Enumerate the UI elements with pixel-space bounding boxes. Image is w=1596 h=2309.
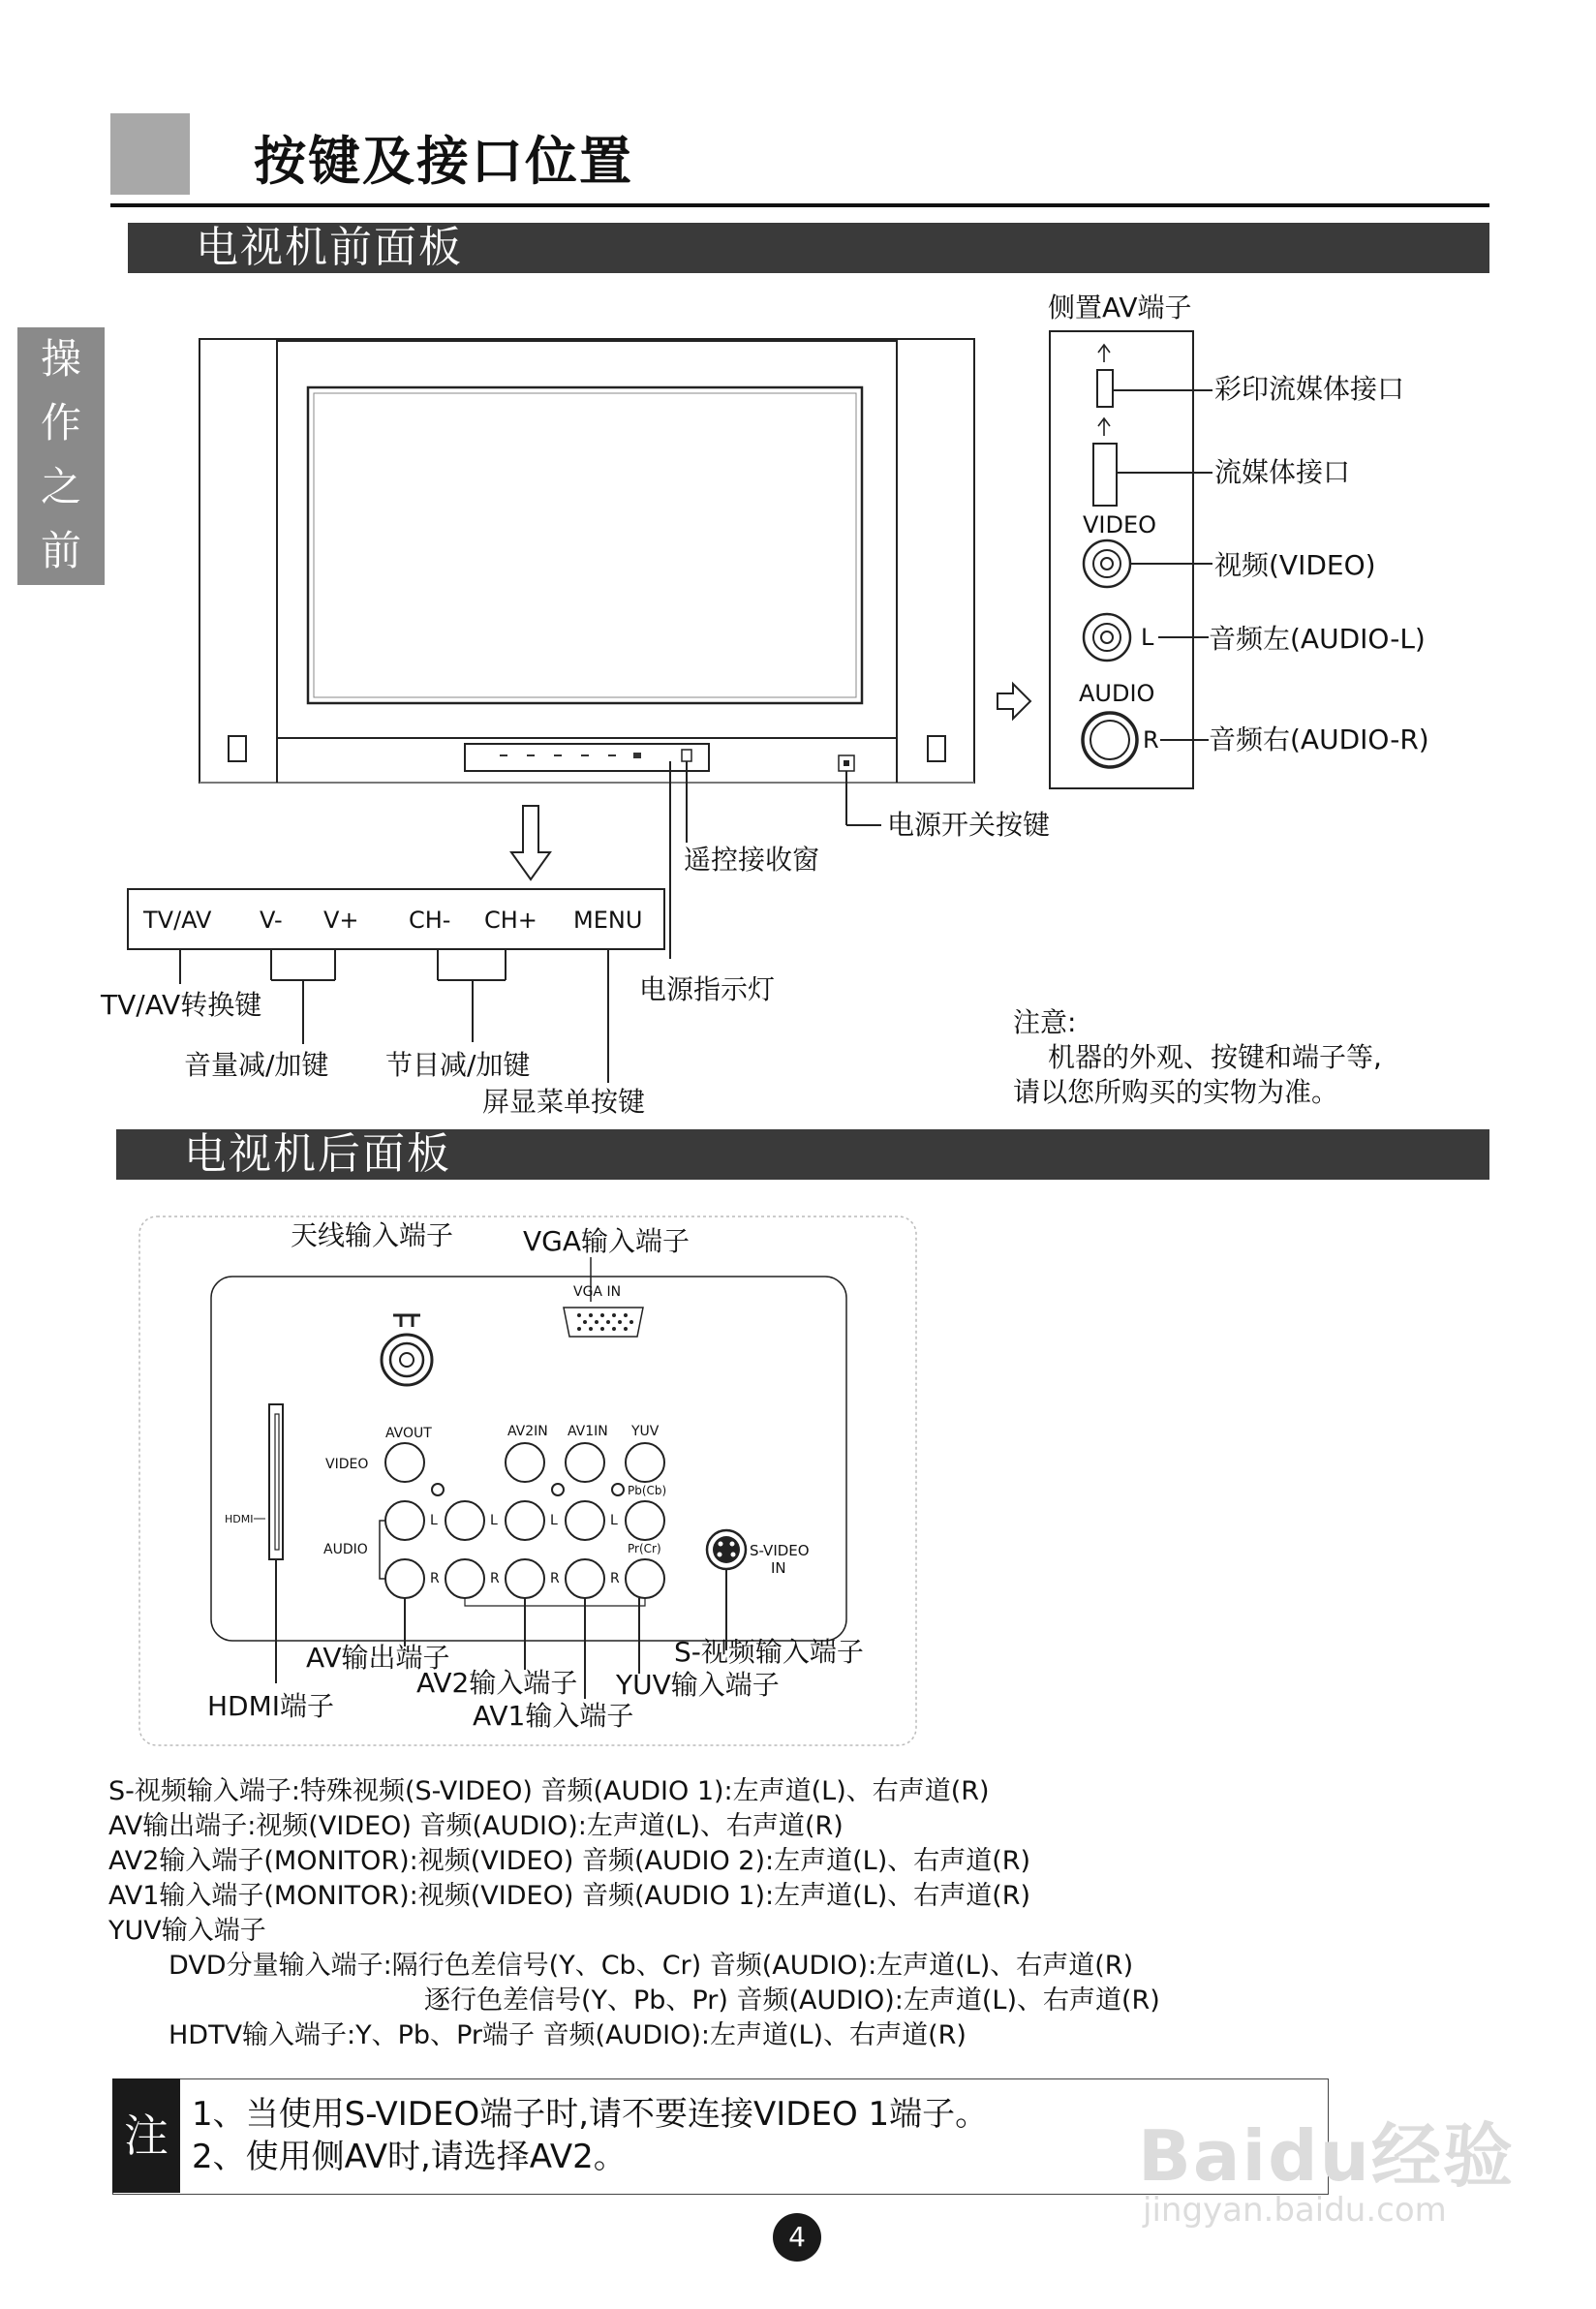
callout-yuv: YUV输入端子 bbox=[616, 1669, 780, 1701]
panel-vga-in: VGA IN bbox=[573, 1284, 622, 1300]
panel-hdmi: HDMI bbox=[225, 1513, 254, 1525]
speaker-left bbox=[229, 736, 246, 761]
down-arrow bbox=[511, 806, 550, 879]
button-ch-down: CH- bbox=[409, 907, 451, 934]
panel-avout: AVOUT bbox=[385, 1426, 432, 1441]
speaker-right bbox=[928, 736, 945, 761]
panel-av2in: AV2IN bbox=[507, 1424, 548, 1439]
avout-audio-l-jack bbox=[385, 1501, 424, 1540]
panel-yuv: YUV bbox=[631, 1424, 660, 1439]
panel-av1in: AV1IN bbox=[568, 1424, 608, 1439]
usb-icon bbox=[1098, 418, 1110, 436]
label-usb-media: 流媒体接口 bbox=[1214, 456, 1351, 488]
front-note-line: 机器的外观、按键和端子等, bbox=[1048, 1041, 1382, 1073]
tv-body bbox=[200, 339, 974, 783]
button-vol-down: V- bbox=[260, 907, 283, 934]
side-tab-char: 作 bbox=[40, 399, 81, 446]
spec-line: AV2输入端子(MONITOR):视频(VIDEO) 音频(AUDIO 2):左声道(L)、右声道(R) bbox=[108, 1846, 1031, 1876]
label-usb-print: 彩印流媒体接口 bbox=[1214, 373, 1405, 405]
callout-remote-window: 遥控接收窗 bbox=[684, 844, 820, 876]
remote-receiver bbox=[682, 750, 691, 761]
panel-pr: Pr(Cr) bbox=[628, 1542, 661, 1555]
panel-r: R bbox=[430, 1571, 440, 1586]
callout-power-led: 电源指示灯 bbox=[639, 973, 776, 1005]
side-tab-char: 操 bbox=[40, 335, 81, 383]
note-line: 2、使用侧AV时,请选择AV2。 bbox=[192, 2138, 627, 2176]
button-ch-up: CH+ bbox=[484, 907, 537, 934]
spec-line: 逐行色差信号(Y、Pb、Pr) 音频(AUDIO):左声道(L)、右声道(R) bbox=[424, 1986, 1160, 2016]
panel-r: R bbox=[610, 1571, 620, 1586]
spec-line: DVD分量输入端子:隔行色差信号(Y、Cb、Cr) 音频(AUDIO):左声道(L)、右声道(R) bbox=[169, 1951, 1134, 1981]
panel-l: L bbox=[550, 1513, 558, 1528]
usb-port-2 bbox=[1093, 444, 1117, 506]
panel-r: R bbox=[490, 1571, 500, 1586]
section-front-title: 电视机前面板 bbox=[128, 223, 1489, 273]
panel-l: L bbox=[430, 1513, 438, 1528]
front-note-title: 注意: bbox=[1013, 1006, 1077, 1038]
panel-r: R bbox=[550, 1571, 560, 1586]
av1-video-jack bbox=[566, 1443, 604, 1482]
callout-av2: AV2输入端子 bbox=[416, 1667, 578, 1699]
panel-audio: AUDIO bbox=[323, 1542, 368, 1557]
callout-menu-key: 屏显菜单按键 bbox=[482, 1086, 646, 1118]
button-vol-up: V+ bbox=[323, 907, 359, 934]
port-text-video: VIDEO bbox=[1083, 511, 1157, 539]
video-jack bbox=[1084, 540, 1130, 587]
spec-line: YUV输入端子 bbox=[108, 1916, 266, 1946]
callout-antenna: 天线输入端子 bbox=[291, 1219, 454, 1251]
tv-bezel bbox=[277, 341, 897, 738]
callout-power-switch: 电源开关按键 bbox=[887, 809, 1051, 841]
av1-audio-l-jack bbox=[566, 1501, 604, 1540]
port-text-r: R bbox=[1143, 726, 1159, 754]
note-badge: 注 bbox=[112, 2078, 180, 2193]
callout-svideo: S-视频输入端子 bbox=[674, 1636, 864, 1668]
av2-audio-r-jack bbox=[445, 1559, 484, 1598]
panel-video: VIDEO bbox=[325, 1457, 369, 1472]
yuv-pr-jack bbox=[626, 1559, 664, 1598]
button-tvav: TV/AV bbox=[143, 907, 212, 934]
callout-av1: AV1输入端子 bbox=[473, 1700, 634, 1732]
side-av-panel bbox=[1050, 331, 1193, 788]
side-tab-char: 前 bbox=[40, 527, 81, 574]
spec-line: AV输出端子:视频(VIDEO) 音频(AUDIO):左声道(L)、右声道(R) bbox=[108, 1811, 844, 1841]
callout-volume-key: 音量减/加键 bbox=[184, 1049, 329, 1081]
av2-audio-l-jack bbox=[445, 1501, 484, 1540]
panel-svideo: S-VIDEO bbox=[750, 1542, 810, 1559]
callout-tvav-key: TV/AV转换键 bbox=[101, 989, 262, 1021]
av2-video-jack bbox=[506, 1443, 544, 1482]
panel-l: L bbox=[490, 1513, 498, 1528]
front-note-line: 请以您所购买的实物为准。 bbox=[1013, 1076, 1339, 1108]
antenna-icon bbox=[393, 1315, 420, 1327]
side-av-title: 侧置AV端子 bbox=[1048, 292, 1192, 323]
port-text-audio: AUDIO bbox=[1079, 680, 1155, 707]
spec-line: AV1输入端子(MONITOR):视频(VIDEO) 音频(AUDIO 1):左声道(L)、右声道(R) bbox=[108, 1881, 1031, 1911]
audio-l-jack bbox=[1084, 614, 1130, 661]
tv-screen-inner bbox=[314, 393, 856, 697]
right-arrow bbox=[998, 684, 1030, 719]
hdmi-port bbox=[269, 1404, 283, 1559]
av1-audio-r-jack bbox=[566, 1559, 604, 1598]
page-number: 4 bbox=[773, 2213, 821, 2262]
tv-screen bbox=[308, 387, 862, 703]
page-title: 按键及接口位置 bbox=[254, 131, 633, 192]
avout-audio-r-jack bbox=[385, 1559, 424, 1598]
panel-svideo-in: IN bbox=[771, 1559, 786, 1577]
callout-channel-key: 节目减/加键 bbox=[385, 1049, 531, 1081]
button-menu: MENU bbox=[573, 907, 643, 934]
section-rear-title: 电视机后面板 bbox=[116, 1129, 1489, 1180]
spec-line: HDTV输入端子:Y、Pb、Pr端子 音频(AUDIO):左声道(L)、右声道(R) bbox=[169, 2020, 967, 2050]
usb-icon bbox=[1098, 345, 1110, 362]
control-strip-keys bbox=[500, 753, 641, 758]
note-line: 1、当使用S-VIDEO端子时,请不要连接VIDEO 1端子。 bbox=[192, 2095, 989, 2134]
avout-video-jack bbox=[385, 1443, 424, 1482]
callout-hdmi: HDMI端子 bbox=[207, 1690, 335, 1722]
control-strip bbox=[465, 744, 709, 771]
panel-pb: Pb(Cb) bbox=[628, 1484, 667, 1497]
watermark-url: jingyan.baidu.com bbox=[1143, 2191, 1447, 2230]
port-text-l: L bbox=[1141, 624, 1154, 651]
label-audio-r: 音频右(AUDIO-R) bbox=[1209, 723, 1429, 755]
yuv-y-jack bbox=[626, 1443, 664, 1482]
yuv-pb-jack bbox=[626, 1501, 664, 1540]
spec-line: S-视频输入端子:特殊视频(S-VIDEO) 音频(AUDIO 1):左声道(L)、右声道(R) bbox=[108, 1776, 990, 1806]
rear-panel bbox=[211, 1277, 846, 1641]
callout-vga: VGA输入端子 bbox=[523, 1225, 691, 1257]
watermark-brand: Baidu经验 bbox=[1138, 2115, 1515, 2197]
label-video: 视频(VIDEO) bbox=[1214, 549, 1376, 581]
usb-port-1 bbox=[1097, 370, 1113, 407]
side-tab-char: 之 bbox=[40, 463, 81, 510]
callout-av-out: AV输出端子 bbox=[306, 1642, 450, 1674]
panel-l: L bbox=[610, 1513, 618, 1528]
label-audio-l: 音频左(AUDIO-L) bbox=[1209, 623, 1426, 655]
